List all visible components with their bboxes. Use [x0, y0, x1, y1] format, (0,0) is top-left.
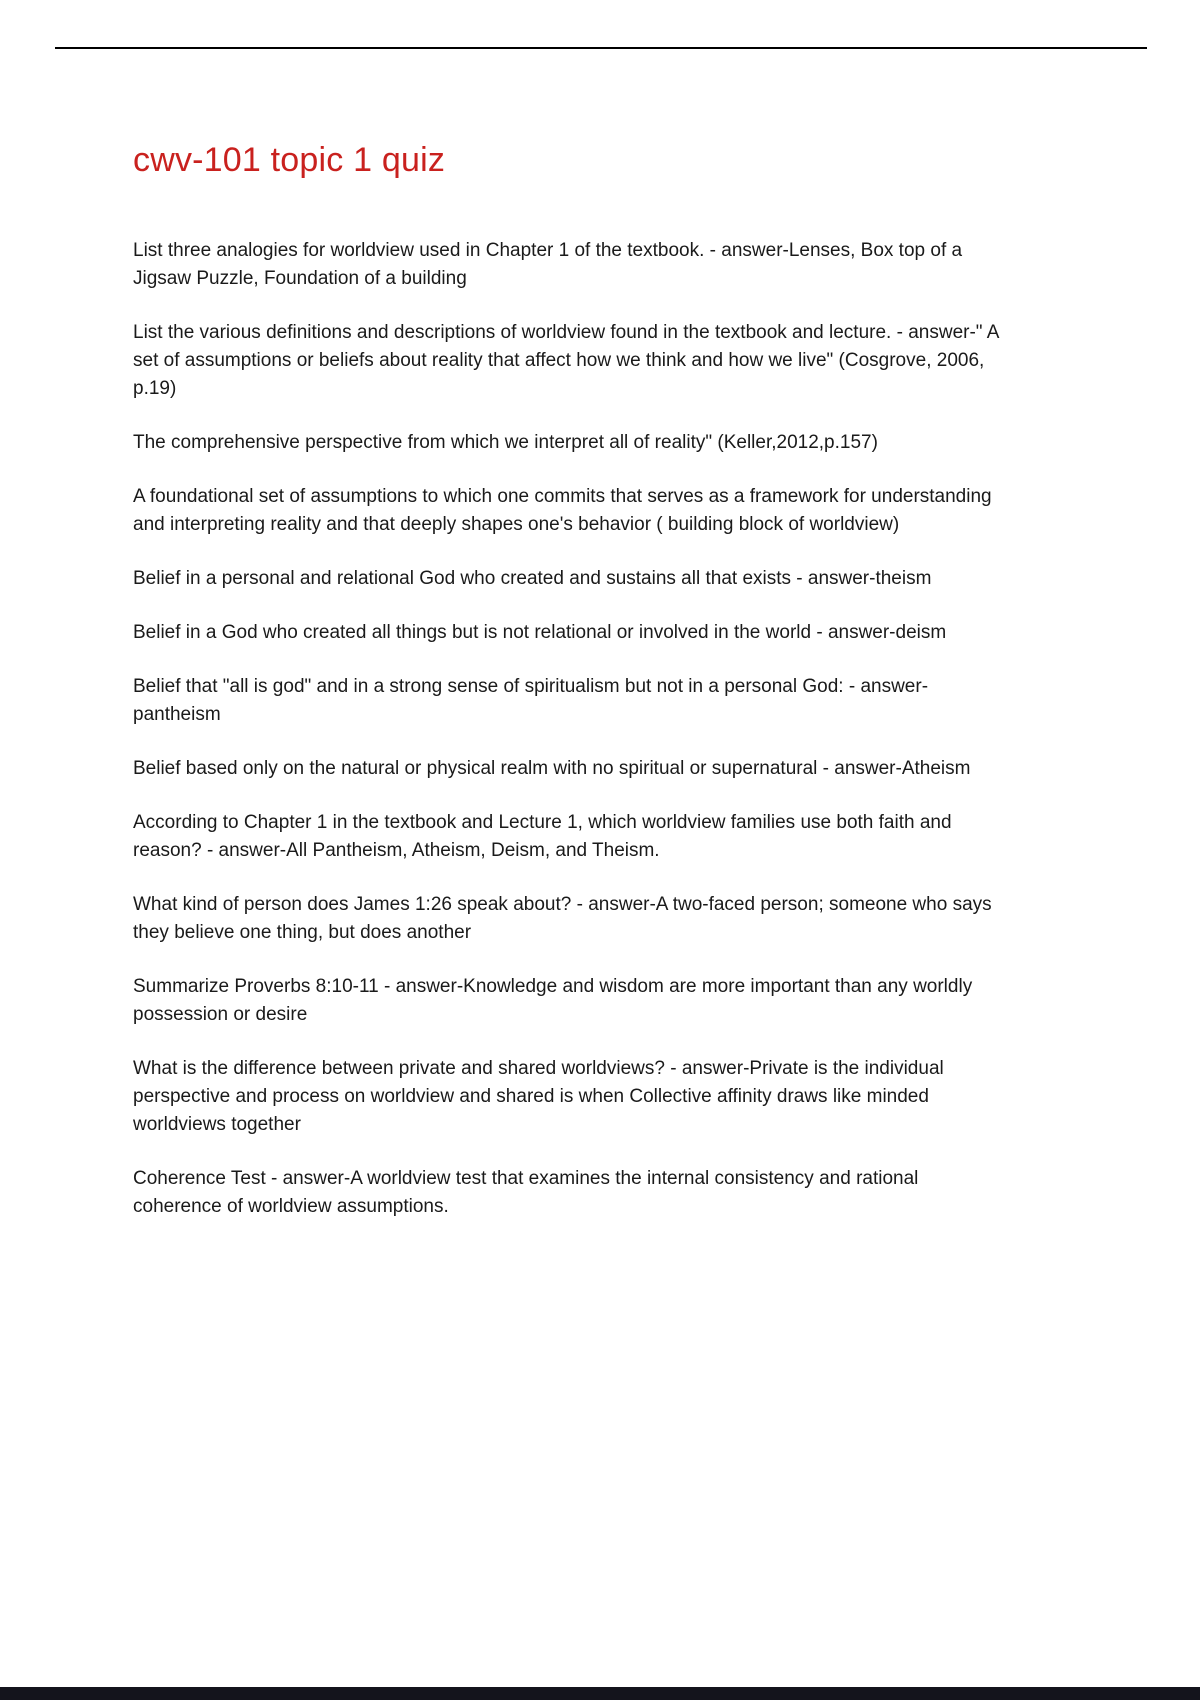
qa-paragraph-8: Belief based only on the natural or physical realm with no spiritual or supernatural - answer-Atheism [133, 757, 971, 779]
qa-paragraph-1: List three analogies for worldview used in Chapter 1 of the textbook. - answer-Lenses, Box top of a Jigsaw Puzzle, Foundation of a building [133, 239, 963, 289]
qa-paragraph-6: Belief in a God who created all things but is not relational or involved in the world - answer-deism [133, 621, 947, 643]
footer-bar [0, 1687, 1200, 1700]
document-body [133, 237, 1011, 1221]
qa-paragraph-9: According to Chapter 1 in the textbook and Lecture 1, which worldview families use both faith and reason? - answer-All Pantheism, Atheism, Deism, and Theism. [133, 811, 952, 861]
page-title: cwv-101 topic 1 quiz [133, 141, 446, 179]
qa-paragraph-7: Belief that "all is god" and in a strong sense of spiritualism but not in a personal God: - answer-pantheism [133, 675, 929, 725]
qa-paragraph-12: What is the difference between private and shared worldviews? - answer-Private is the individual perspective and process on worldview and shared is when Collective affinity draws like minded worldviews together [133, 1057, 944, 1135]
header-rule [55, 47, 1147, 49]
qa-paragraph-13: Coherence Test - answer-A worldview test that examines the internal consistency and rational coherence of worldview assumptions. [133, 1167, 919, 1217]
qa-paragraph-3: The comprehensive perspective from which we interpret all of reality" (Keller,2012,p.157) [133, 431, 878, 453]
qa-paragraph-4: A foundational set of assumptions to which one commits that serves as a framework for understanding and interpreting reality and that deeply shapes one's behavior ( building block of worldview) [133, 485, 992, 535]
qa-paragraph-5: Belief in a personal and relational God who created and sustains all that exists - answer-theism [133, 567, 932, 589]
qa-paragraph-2: List the various definitions and descriptions of worldview found in the textbook and lecture. - answer-" A set of assumptions or beliefs about reality that affect how we think and how we live" (Cosgrove, 2006, p.19) [133, 321, 999, 399]
qa-paragraph-10: What kind of person does James 1:26 speak about? - answer-A two-faced person; someone who says they believe one thing, but does another [133, 893, 992, 943]
qa-paragraph-11: Summarize Proverbs 8:10-11 - answer-Knowledge and wisdom are more important than any worldly possession or desire [133, 975, 973, 1025]
